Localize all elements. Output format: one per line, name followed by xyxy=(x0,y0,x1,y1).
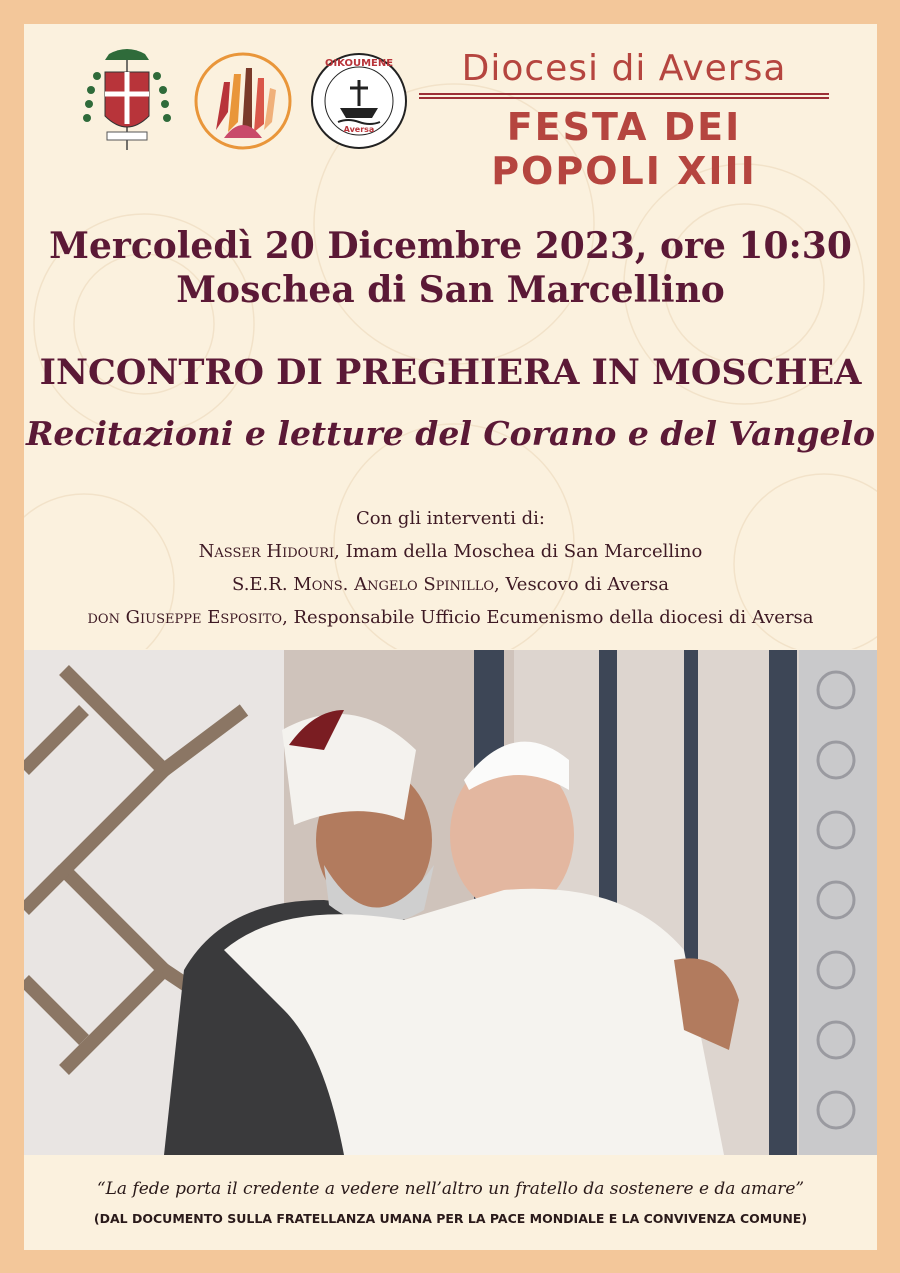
oikoumene-logo-name: OIKOUMENE xyxy=(324,58,394,69)
speakers-intro: Con gli interventi di: xyxy=(356,508,545,529)
poster xyxy=(24,24,877,1250)
event-date-time: Mercoledì 20 Dicembre 2023, ore 10:30 xyxy=(49,225,852,267)
header-titles xyxy=(419,48,829,193)
speaker-name: Nasser Hidouri xyxy=(198,541,335,562)
speaker-line xyxy=(24,601,877,634)
header-divider xyxy=(419,93,829,99)
speaker-role: , Responsabile Ufficio Ecumenismo della diocesi di Aversa xyxy=(282,607,814,628)
oikoumene-logo-city: Aversa xyxy=(343,125,375,134)
event-details xyxy=(24,224,877,312)
subtitle: Recitazioni e letture del Corano e del Vangelo xyxy=(25,414,876,453)
speaker-name: S.E.R. Mons. Angelo Spinillo xyxy=(232,574,494,595)
speakers-section xyxy=(24,502,877,634)
speaker-line xyxy=(24,568,877,601)
event-name: FESTA DEI POPOLI XIII xyxy=(491,105,757,193)
event-location: Moschea di San Marcellino xyxy=(176,269,725,311)
embrace-photo xyxy=(24,650,877,1155)
diocese-name: Diocesi di Aversa xyxy=(461,48,787,89)
hands-logo-icon xyxy=(194,52,292,150)
quote-text: “La fede porta il credente a vedere nell’altro un fratello da sostenere e da amare” xyxy=(96,1179,805,1199)
speaker-role: , Imam della Moschea di San Marcellino xyxy=(334,541,703,562)
oikoumene-logo-icon xyxy=(310,52,408,150)
speaker-role: , Vescovo di Aversa xyxy=(494,574,669,595)
speaker-line xyxy=(24,535,877,568)
quote-source: (DAL DOCUMENTO SULLA FRATELLANZA UMANA PER LA PACE MONDIALE E LA CONVIVENZA COMUNE) xyxy=(93,1211,808,1226)
logo-group xyxy=(79,46,394,156)
main-title: INCONTRO DI PREGHIERA IN MOSCHEA xyxy=(39,352,862,393)
bishop-coat-of-arms-icon xyxy=(79,46,175,154)
speaker-name: don Giuseppe Esposito xyxy=(87,607,283,628)
